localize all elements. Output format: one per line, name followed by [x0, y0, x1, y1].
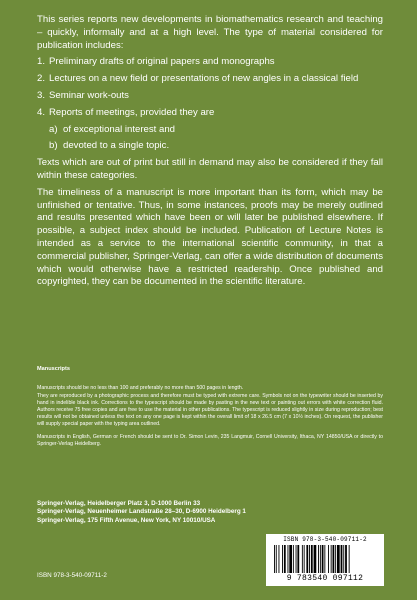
list-text: Lectures on a new field or presentations of new angles in a classical field	[49, 73, 359, 85]
manuscripts-heading: Manuscripts	[37, 366, 70, 372]
barcode-digits: 9 783540 097112	[286, 574, 364, 583]
list-item	[37, 73, 383, 86]
address-new-york: Springer-Verlag, 175 Fifth Avenue, New York, NY 10010/USA	[37, 516, 216, 524]
manuscripts-length: Manuscripts should be no less than 100 and preferably no more than 500 pages in length.	[37, 385, 244, 391]
intro-paragraph: This series reports new developments in biomathematics research and teaching – quickly, informally and at a high level. The type of material considered for publication includes:	[37, 14, 383, 51]
list-item	[37, 107, 383, 120]
manuscripts-submission: Manuscripts in English, German or French should be sent to Dr. Simon Levin, 235 Langmuir, Cornell University, Ithaca, NY 14850/USA or directly to Springer-Verlag Heidelberg.	[37, 433, 383, 447]
list-number: 2.	[37, 73, 46, 85]
barcode-isbn: ISBN 978-3-540-09711-2	[283, 536, 367, 543]
series-description	[37, 14, 383, 289]
sublist-text: devoted to a single topic.	[63, 140, 170, 152]
sublist-letter: a)	[49, 123, 58, 135]
publisher-addresses	[37, 500, 383, 525]
barcode	[266, 534, 384, 586]
sublist-item	[37, 124, 383, 137]
list-number: 1.	[37, 56, 46, 68]
list-text: Seminar work-outs	[49, 89, 129, 101]
address-heidelberg: Springer-Verlag, Neuenheimer Landstraße 28–30, D-6900 Heidelberg 1	[37, 508, 246, 516]
isbn-text: ISBN 978-3-540-09711-2	[37, 572, 107, 579]
timeliness-paragraph: The timeliness of a manuscript is more important than its form, which may be unfinished or tentative. Thus, in some instances, proofs may be merely outlined and results presented which have been or will later be published elsewhere. If possible, a subject index should be included. Publication of Lecture Notes is intended as a service to the international scientific community, in that a commercial publisher, Springer-Verlag, can offer a wide distribution of documents which would otherwise have a restricted readership. Once published and copyrighted, they can be documented in the scientific literature.	[37, 186, 383, 288]
list-number: 4.	[37, 106, 46, 118]
manuscripts-section	[37, 366, 383, 448]
sublist-item	[37, 140, 383, 153]
address-berlin: Springer-Verlag, Heidelberger Platz 3, D-1000 Berlin 33	[37, 500, 201, 507]
list-number: 3.	[37, 89, 46, 101]
list-item	[37, 90, 383, 103]
sublist-letter: b)	[49, 140, 58, 152]
out-of-print-paragraph: Texts which are out of print but still in demand may also be considered if they fall within these categories.	[37, 157, 383, 181]
manuscripts-typing: They are reproduced by a photographic process and therefore must be typed with extreme care. Symbols not on the typewriter should be inserted by hand in indelible black ink. Corrections to the typescript should be made by pasting in the new text or painting out errors with white correction fluid. Authors receive 75 free copies and are free to use the material in other publications. The typescript is reduced slightly in size during reproduction; best results will not be obtained unless the text on any one page is kept within the overall limit of 18 x 26.5 cm (7 x 10½ inches). On request, the publisher will supply special paper with the typing area outlined.	[37, 393, 383, 428]
barcode-bars	[274, 545, 376, 573]
list-text: Reports of meetings, provided they are	[49, 106, 215, 118]
list-text: Preliminary drafts of original papers and monographs	[49, 56, 275, 68]
sublist-text: of exceptional interest and	[63, 123, 176, 135]
list-item	[37, 56, 383, 69]
